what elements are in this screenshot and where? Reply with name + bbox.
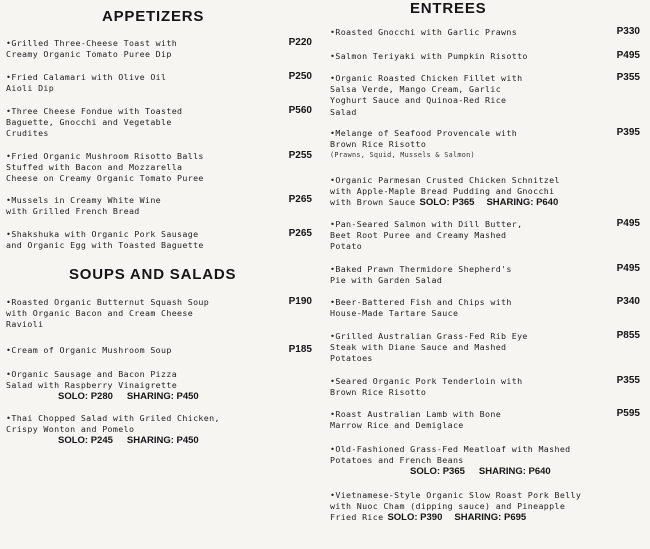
item-description: •Mussels in Creamy White Wine with Grilled French Bread [6,195,162,217]
item-price: P355 [616,375,640,386]
item-description: •Roast Australian Lamb with Bone Marrow Rice and Demiglace [330,409,502,431]
item-description: •Grilled Three-Cheese Toast with Creamy Organic Tomato Puree Dip [6,38,178,60]
item-price: P560 [288,105,312,116]
item-description-text: •Organic Parmesan Crusted Chicken Schnitzel with Apple-Maple Bread Pudding and Gnocchi with Brown Sauce [330,175,560,208]
menu-item [330,51,646,62]
item-price: P250 [288,71,312,82]
item-description: •Cream of Organic Mushroom Soup [6,345,172,355]
solo-sharing-pricing [6,391,318,402]
menu-item [6,229,318,251]
item-price: P340 [616,296,640,307]
item-price: P495 [616,218,640,229]
solo-price: SOLO: P280 [58,391,113,403]
item-price: P355 [616,72,640,83]
solo-sharing-pricing [330,466,646,477]
item-description: •Fried Calamari with Olive Oil Aioli Dip [6,72,167,94]
item-description: •Roasted Organic Butternut Squash Soup with Organic Bacon and Cream Cheese Ravioli [6,297,210,330]
item-price: P190 [288,296,312,307]
solo-sharing-pricing [420,197,559,208]
solo-price: SOLO: P390 [387,512,443,524]
item-description: •Melange of Seafood Provencale with Brown Rice Risotto [330,128,518,150]
item-description: •Three Cheese Fondue with Toasted Baguette, Gnocchi and Vegetable Crudites [6,106,183,139]
item-description: •Organic Sausage and Bacon Pizza Salad with Raspberry Vinaigrette [6,369,178,391]
item-description: •Fried Organic Mushroom Risotto Balls Stuffed with Bacon and Mozzarella Cheese on Creamy Organic Tomato Puree [6,151,204,184]
item-description [330,490,646,524]
menu-item [6,106,318,140]
solo-sharing-pricing [6,435,318,446]
item-description [330,175,646,209]
entrees-heading: ENTREES [410,0,487,17]
item-description: •Shakshuka with Organic Pork Sausage and Organic Egg with Toasted Baguette [6,229,204,251]
solo-price: SOLO: P245 [58,435,113,447]
item-price: P220 [288,37,312,48]
menu-item [330,297,646,319]
sharing-price: SHARING: P695 [454,512,527,524]
menu-item [6,151,318,185]
menu-item [330,409,646,431]
sharing-price: SHARING: P450 [126,435,199,447]
item-description: •Organic Roasted Chicken Fillet with Salsa Verde, Mango Cream, Garlic Yoghurt Sauce and Quinoa-Red Rice Salad [330,73,523,117]
item-description: •Salmon Teriyaki with Pumpkin Risotto [330,51,528,61]
item-description: •Baked Prawn Thermidore Shepherd's Pie with Garden Salad [330,264,512,286]
item-description-text: •Vietnamese-Style Organic Slow Roast Pork Belly with Nuoc Cham (dipping sauce) and Pineapple Fried Rice [330,490,582,523]
item-price: P395 [616,127,640,138]
solo-price: SOLO: P365 [410,466,465,478]
menu-item [330,264,646,286]
item-price: P265 [288,194,312,205]
menu-item [6,413,318,446]
menu-item [330,219,646,253]
menu-item [6,72,318,94]
item-price: P255 [288,150,312,161]
solo-sharing-pricing [387,512,526,523]
sharing-price: SHARING: P640 [486,197,559,209]
soups-salads-heading: SOUPS AND SALADS [69,266,237,283]
appetizers-heading: APPETIZERS [102,8,205,25]
item-price: P595 [616,408,640,419]
solo-price: SOLO: P365 [419,197,475,209]
item-description: •Old-Fashioned Grass-Fed Meatloaf with Mashed Potatoes and French Beans [330,444,571,466]
menu-item [6,369,318,402]
menu-item [330,128,646,160]
menu-item [330,444,646,477]
menu-item [6,195,318,217]
item-price: P185 [288,344,312,355]
item-price: P495 [616,50,640,61]
item-price: P495 [616,263,640,274]
item-description: •Seared Organic Pork Tenderloin with Brown Rice Risotto [330,376,523,398]
menu-item [6,38,318,60]
item-description: •Roasted Gnocchi with Garlic Prawns [330,27,518,37]
menu-item [6,345,318,356]
menu-item [330,376,646,398]
menu-item [330,331,646,365]
menu-item [330,73,646,118]
item-description: •Thai Chopped Salad with Griled Chicken, Crispy Wonton and Pomelo [6,413,220,435]
sharing-price: SHARING: P640 [478,466,551,478]
menu-item [330,175,646,209]
item-price: P855 [616,330,640,341]
menu-item [330,27,646,38]
item-description: •Beer-Battered Fish and Chips with House-Made Tartare Sauce [330,297,512,319]
item-price: P330 [616,26,640,37]
item-description: •Grilled Australian Grass-Fed Rib Eye Steak with Diane Sauce and Mashed Potatoes [330,331,528,364]
item-note: (Prawns, Squid, Mussels & Salmon) [330,151,475,160]
menu-item [6,297,318,331]
item-description: •Pan-Seared Salmon with Dill Butter, Beet Root Puree and Creamy Mashed Potato [330,219,523,252]
item-price: P265 [288,228,312,239]
menu-item [330,490,646,524]
sharing-price: SHARING: P450 [126,391,199,403]
